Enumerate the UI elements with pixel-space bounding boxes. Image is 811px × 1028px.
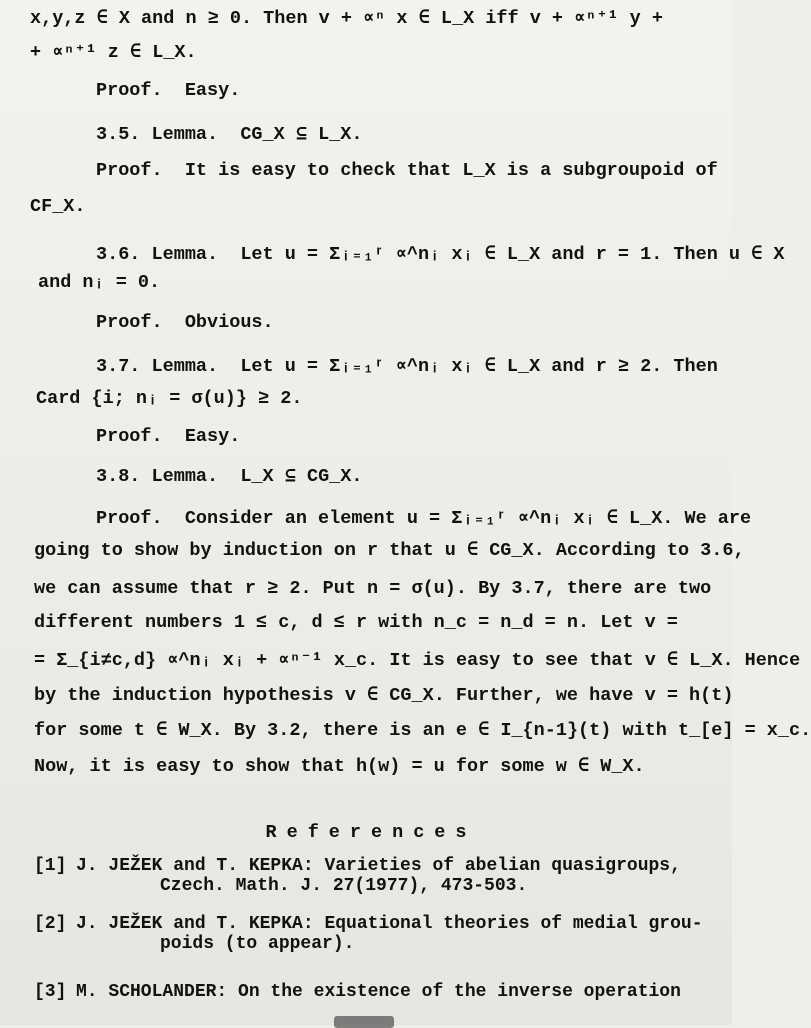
text-line: Now, it is easy to show that h(w) = u for some w ∈ W_X.: [34, 756, 645, 777]
text-line: and nᵢ = 0.: [38, 272, 161, 293]
text-line: 3.5. Lemma. CG_X ⊆ L_X.: [96, 124, 363, 145]
reference-text: M. SCHOLANDER: On the existence of the inverse operation: [76, 982, 681, 1002]
reference-text: J. JEŽEK and T. KEPKA: Equational theories of medial grou-: [76, 914, 703, 934]
text-line: going to show by induction on r that u ∈ CG_X. According to 3.6,: [34, 540, 745, 561]
text-line: x,y,z ∈ X and n ≥ 0. Then v + ∝ⁿ x ∈ L_X iff v + ∝ⁿ⁺¹ y +: [30, 8, 663, 29]
text-line: = Σ_{i≠c,d} ∝^nᵢ xᵢ + ∝ⁿ⁻¹ x_c. It is easy to see that v ∈ L_X. Hence: [34, 650, 801, 671]
text-line: for some t ∈ W_X. By 3.2, there is an e ∈ I_{n-1}(t) with t_[e] = x_c.: [34, 720, 811, 741]
text-line: CF_X.: [30, 196, 86, 217]
text-line: Proof. It is easy to check that L_X is a subgroupoid of: [96, 160, 718, 181]
references-heading: References: [265, 822, 477, 843]
text-line: Proof. Easy.: [96, 80, 241, 101]
reference-text-cont: poids (to appear).: [160, 934, 355, 954]
reference-number: [2]: [34, 914, 67, 934]
reference-number: [3]: [34, 982, 67, 1002]
text-line: Card {i; nᵢ = σ(u)} ≥ 2.: [36, 388, 303, 409]
text-line: 3.7. Lemma. Let u = Σᵢ₌₁ʳ ∝^nᵢ xᵢ ∈ L_X and r ≥ 2. Then: [96, 356, 718, 377]
text-line: we can assume that r ≥ 2. Put n = σ(u). By 3.7, there are two: [34, 578, 712, 599]
text-line: Proof. Easy.: [96, 426, 241, 447]
reference-item: [34, 856, 732, 896]
reference-item: [34, 982, 732, 1002]
reference-text-cont: Czech. Math. J. 27(1977), 473-503.: [160, 876, 528, 896]
text-line: 3.8. Lemma. L_X ⊆ CG_X.: [96, 466, 363, 487]
text-line: 3.6. Lemma. Let u = Σᵢ₌₁ʳ ∝^nᵢ xᵢ ∈ L_X and r = 1. Then u ∈ X: [96, 244, 785, 265]
text-line: different numbers 1 ≤ c, d ≤ r with n_c = n_d = n. Let v =: [34, 612, 678, 633]
reference-number: [1]: [34, 856, 67, 876]
text-line: + ∝ⁿ⁺¹ z ∈ L_X.: [30, 42, 197, 63]
text-line: Proof. Obvious.: [96, 312, 274, 333]
reference-text: J. JEŽEK and T. KEPKA: Varieties of abelian quasigroups,: [76, 856, 681, 876]
text-line: Proof. Consider an element u = Σᵢ₌₁ʳ ∝^nᵢ xᵢ ∈ L_X. We are: [96, 508, 752, 529]
text-line: by the induction hypothesis v ∈ CG_X. Further, we have v = h(t): [34, 685, 734, 706]
reference-item: [34, 914, 732, 954]
page-number-cutoff: [334, 1016, 394, 1028]
